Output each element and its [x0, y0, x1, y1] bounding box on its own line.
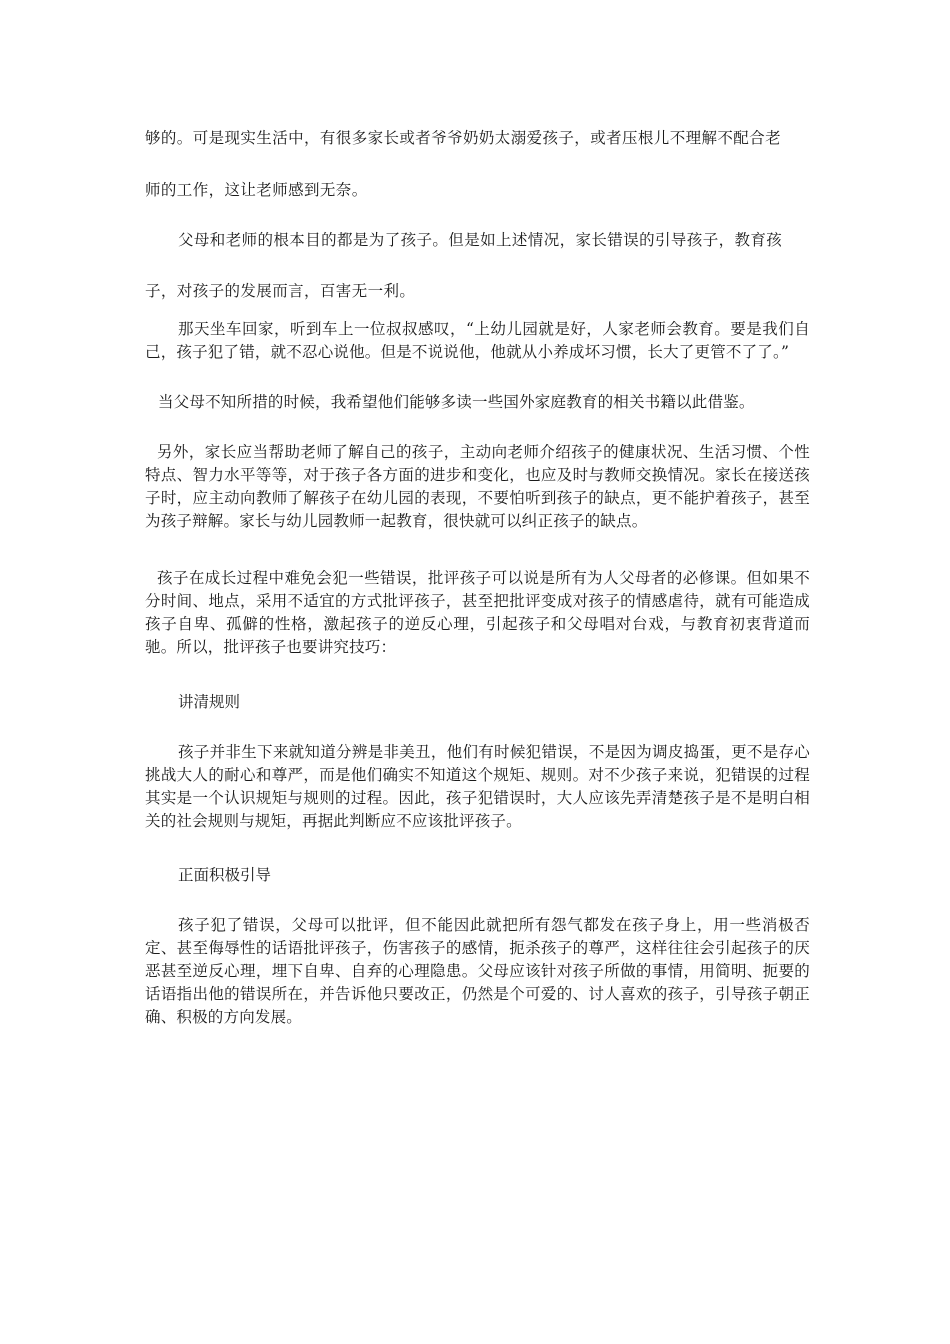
- paragraph-4: 当父母不知所措的时候，我希望他们能够多读一些国外家庭教育的相关书籍以此借鉴。: [158, 393, 755, 411]
- paragraph-7: 孩子并非生下来就知道分辨是非美丑，他们有时候犯错误，不是因为调皮捣蛋，更不是存心挑战大人的耐心和尊严，而是他们确实不知道这个规矩、规则。对不少孩子来说，犯错误的过程其实是一个认识规矩与规则的过程。因此，孩子犯错误时，大人应该先弄清楚孩子是不是明白相关的社会规则与规矩，再据此判断应不应该批评孩子。: [145, 743, 810, 830]
- paragraph-3: 那天坐车回家，听到车上一位叔叔感叹，“上幼儿园就是好，人家老师会教育。要是我们自己，孩子犯了错，就不忍心说他。但是不说说他，他就从小养成坏习惯，长大了更管不了了。”: [145, 320, 810, 361]
- paragraph-1-line-1: 够的。可是现实生活中，有很多家长或者爷爷奶奶太溺爱孩子，或者压根儿不理解不配合老: [145, 129, 782, 147]
- paragraph-8: 孩子犯了错误，父母可以批评，但不能因此就把所有怨气都发在孩子身上，用一些消极否定、甚至侮辱性的话语批评孩子，伤害孩子的感情，扼杀孩子的尊严，这样往往会引起孩子的厌恶甚至逆反心理，埋下自卑、自弃的心理隐患。父母应该针对孩子所做的事情，用简明、扼要的话语指出他的错误所在，并告诉他只要改正，仍然是个可爱的、讨人喜欢的孩子，引导孩子朝正确、积极的方向发展。: [145, 916, 810, 1026]
- section-heading-rules: 讲清规则: [178, 693, 241, 711]
- paragraph-2-line-2: 子，对孩子的发展而言，百害无一利。: [145, 282, 416, 300]
- paragraph-1-line-2: 师的工作，这让老师感到无奈。: [145, 181, 368, 199]
- paragraph-6: 孩子在成长过程中难免会犯一些错误，批评孩子可以说是所有为人父母者的必修课。但如果不分时间、地点，采用不适宜的方式批评孩子，甚至把批评变成对孩子的情感虐待，就有可能造成孩子自卑、孤僻的性格，激起孩子的逆反心理，引起孩子和父母唱对台戏，与教育初衷背道而驰。所以，批评孩子也要讲究技巧：: [145, 569, 810, 656]
- section-heading-positive-guidance: 正面积极引导: [178, 866, 272, 884]
- paragraph-2-line-1: 父母和老师的根本目的都是为了孩子。但是如上述情况，家长错误的引导孩子，教育孩: [178, 231, 783, 249]
- paragraph-5: 另外，家长应当帮助老师了解自己的孩子，主动向老师介绍孩子的健康状况、生活习惯、个性特点、智力水平等等，对于孩子各方面的进步和变化，也应及时与教师交换情况。家长在接送孩子时，应主动向教师了解孩子在幼儿园的表现，不要怕听到孩子的缺点，更不能护着孩子，甚至为孩子辩解。家长与幼儿园教师一起教育，很快就可以纠正孩子的缺点。: [145, 443, 810, 530]
